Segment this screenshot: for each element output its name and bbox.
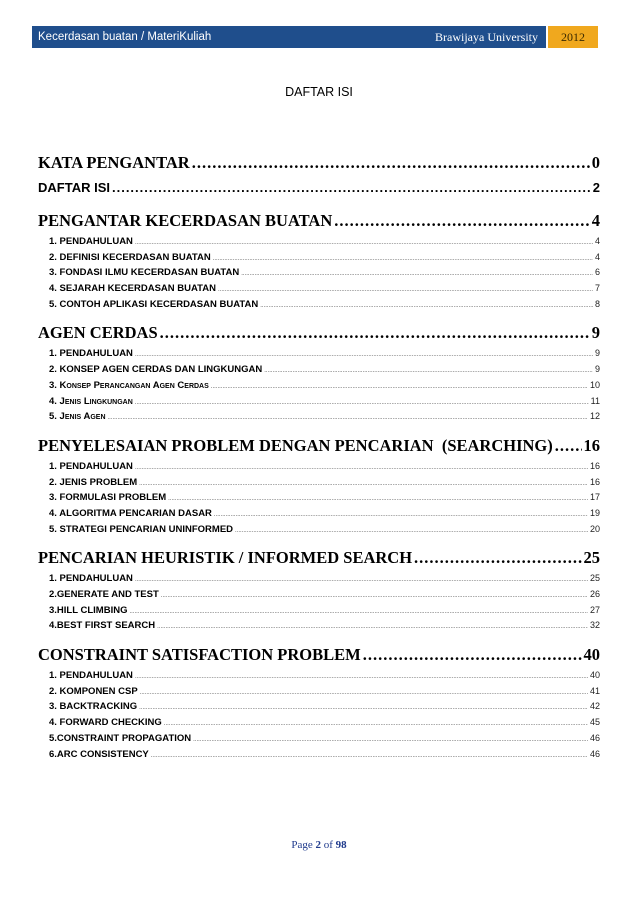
toc-item-page: 40 [589,670,600,681]
toc-chapter[interactable] [38,319,600,346]
toc-item-page: 46 [589,732,600,743]
toc-item-page: 45 [589,717,600,728]
dot-leader [139,701,588,715]
toc-item-label: 1. PENDAHULUAN [49,573,133,585]
toc-item-page: 19 [589,507,600,518]
toc-chapter-label: PENCARIAN HEURISTIK / INFORMED SEARCH [38,548,413,568]
dot-leader [135,236,593,250]
toc-item-label: 5. CONTOH APLIKASI KECERDASAN BUATAN [49,298,259,310]
toc-entry-page: 2 [592,180,600,195]
toc-item-label: 2.GENERATE AND TEST [49,589,159,600]
toc-item-label: 2. KOMPONEN CSP [49,685,138,697]
dot-leader [151,749,588,763]
toc-item-label: 2. KONSEP AGEN CERDAS DAN LINGKUNGAN [49,364,263,376]
toc-item[interactable] [49,459,600,475]
toc-item[interactable] [49,715,600,731]
header-bar [32,26,546,48]
toc-item-label: 4.BEST FIRST SEARCH [49,620,156,632]
dot-leader [135,348,593,362]
toc-item[interactable] [49,394,600,410]
footer-page-current: 2 [315,839,321,851]
toc-chapter-label: PENGANTAR KECERDASAN BUATAN [38,211,333,230]
toc-chapter[interactable] [38,207,600,234]
dot-leader [140,686,588,700]
dot-leader [235,524,588,538]
toc-item-page: 27 [589,604,600,615]
toc-item[interactable] [49,362,600,378]
toc-item[interactable] [49,684,600,700]
toc-item-label: 6.ARC CONSISTENCY [49,748,149,760]
toc-item-label: 4. SEJARAH KECERDASAN BUATAN [49,283,216,295]
toc-item-page: 41 [589,685,600,696]
toc-item-page: 42 [589,701,600,712]
toc-item[interactable] [49,668,600,684]
toc-item[interactable] [49,603,600,619]
toc-item[interactable] [49,281,600,297]
toc-item-label: 2. JENIS PROBLEM [49,476,138,488]
footer-page-of: of [323,839,333,851]
toc-item-page: 32 [589,620,600,631]
toc-item-page: 6 [594,267,600,278]
dot-leader [214,508,588,522]
toc-item-page: 8 [594,298,600,309]
toc-item[interactable] [49,250,600,266]
toc-chapter-label: AGEN CERDAS [38,323,158,343]
toc-item-page: 11 [590,395,600,406]
toc-entry-kata-pengantar[interactable] [38,149,600,176]
page-header [32,26,598,48]
dot-leader [135,396,589,410]
toc-entry-page: 0 [591,153,600,172]
toc-item-label: 5.CONSTRAINT PROPAGATION [49,732,192,744]
toc-item-page: 20 [589,523,600,534]
toc-item-label: 4. ALGORITMA PENCARIAN DASAR [49,507,212,519]
dot-leader [168,492,588,506]
dot-leader [264,364,593,378]
dot-leader [241,267,593,281]
toc-item-page: 16 [589,460,600,471]
page-footer [0,839,638,851]
toc-item[interactable] [49,490,600,506]
toc-item-label: 3. FORMULASI PROBLEM [49,492,167,504]
toc-chapter-label: PENYELESAIAN PROBLEM DENGAN PENCARIAN (SEARCHING) [38,435,553,455]
toc-entry-label: KATA PENGANTAR [38,153,190,172]
toc-chapter-page: 9 [591,323,600,343]
toc-item-page: 25 [589,573,600,584]
toc-item[interactable] [49,571,600,587]
toc-item-label: 1. PENDAHULUAN [49,348,133,360]
toc-item[interactable] [49,297,600,313]
toc-item[interactable] [49,699,600,715]
table-of-contents [38,142,600,762]
toc-item-label: 4. Jenis Lingkungan [49,395,133,407]
dot-leader [211,380,588,394]
dot-leader [555,432,582,459]
footer-page-total: 98 [335,839,347,851]
toc-item-page: 9 [594,348,600,359]
toc-entry-label: DAFTAR ISI [38,180,110,195]
toc-item-label: 3. BACKTRACKING [49,701,138,713]
toc-item[interactable] [49,522,600,538]
toc-chapter-page: 16 [583,435,600,455]
dot-leader [260,299,593,313]
toc-item-label: 1. PENDAHULUAN [49,670,133,682]
toc-item[interactable] [49,234,600,250]
toc-item-label: 3. Konsep Perancangan Agen Cerdas [49,379,209,391]
toc-item-label: 3. FONDASI ILMU KECERDASAN BUATAN [49,267,240,279]
toc-item-label: 5. STRATEGI PENCARIAN UNINFORMED [49,523,234,535]
dot-leader [164,717,588,731]
toc-item[interactable] [49,265,600,281]
dot-leader [129,605,588,619]
toc-item[interactable] [49,346,600,362]
toc-item[interactable] [49,475,600,491]
dot-leader [213,252,593,266]
footer-page-prefix: Page [291,839,313,851]
dot-leader [193,733,588,747]
dot-leader [363,641,582,668]
toc-chapter-page: 4 [591,211,600,230]
toc-item[interactable] [49,587,600,603]
toc-item[interactable] [49,747,600,763]
dot-leader [157,620,588,634]
toc-item-label: 1. PENDAHULUAN [49,236,133,247]
dot-leader [135,461,588,475]
toc-item[interactable] [49,618,600,634]
toc-item[interactable] [49,731,600,747]
toc-item-page: 10 [589,379,600,390]
dot-leader [108,411,588,425]
toc-chapter-page: 25 [583,548,600,568]
dot-leader [218,283,593,297]
toc-item-page: 17 [589,492,600,503]
dot-leader [139,477,588,491]
dot-leader [135,573,588,587]
toc-item[interactable] [49,506,600,522]
toc-item-page: 12 [589,411,600,422]
toc-chapter[interactable] [38,432,600,459]
toc-item-page: 4 [594,236,600,246]
dot-leader [112,176,591,200]
header-course-title: Kecerdasan buatan / MateriKuliah [38,31,212,43]
toc-item[interactable] [49,378,600,394]
header-year: 2012 [548,26,598,48]
dot-leader [334,207,589,234]
toc-item-page: 7 [594,283,600,294]
toc-chapter-page: 40 [583,645,600,665]
toc-item-label: 1. PENDAHULUAN [49,460,133,472]
dot-leader [160,319,590,346]
toc-item-page: 16 [589,476,600,487]
dot-leader [414,544,581,571]
toc-item-label: 2. DEFINISI KECERDASAN BUATAN [49,251,211,263]
toc-item-label: 5. Jenis Agen [49,411,106,423]
dot-leader [135,670,588,684]
header-university: Brawijaya University [435,29,538,44]
toc-chapter[interactable] [38,641,600,668]
toc-item[interactable] [49,409,600,425]
toc-item-label: 4. FORWARD CHECKING [49,717,162,729]
toc-item-page: 26 [589,589,600,599]
toc-item-page: 4 [594,251,600,262]
toc-item-label: 3.HILL CLIMBING [49,604,128,616]
toc-item-page: 46 [589,748,600,759]
toc-chapter-label: CONSTRAINT SATISFACTION PROBLEM [38,645,361,665]
toc-item-page: 9 [594,364,600,375]
toc-chapter[interactable] [38,544,600,571]
page-title: DAFTAR ISI [285,85,353,99]
toc-entry-daftar-isi[interactable] [38,176,600,200]
dot-leader [161,589,588,603]
dot-leader [192,149,590,176]
